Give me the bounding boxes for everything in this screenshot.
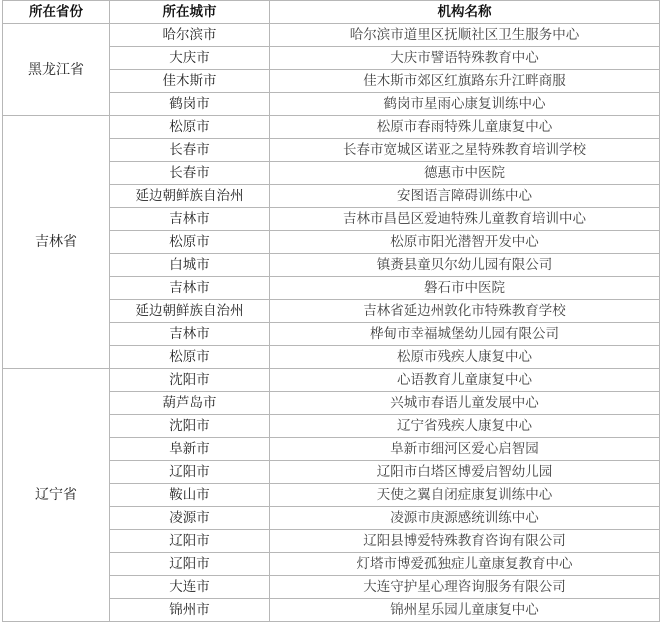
- city-cell: 辽阳市: [110, 461, 270, 484]
- org-name-cell: 镇赉县童贝尔幼儿园有限公司: [270, 254, 660, 277]
- city-cell: 阜新市: [110, 438, 270, 461]
- org-name-cell: 吉林省延边州敦化市特殊教育学校: [270, 300, 660, 323]
- table-body: [3, 24, 660, 622]
- city-cell: 大庆市: [110, 47, 270, 70]
- city-cell: 长春市: [110, 139, 270, 162]
- header-row: [3, 1, 660, 24]
- city-cell: 沈阳市: [110, 415, 270, 438]
- city-cell: 佳木斯市: [110, 70, 270, 93]
- city-cell: 辽阳市: [110, 530, 270, 553]
- header-org-name: 机构名称: [270, 1, 660, 24]
- org-name-cell: 鹤岗市星雨心康复训练中心: [270, 93, 660, 116]
- org-name-cell: 凌源市庚源感统训练中心: [270, 507, 660, 530]
- table-row: [3, 24, 660, 47]
- city-cell: 长春市: [110, 162, 270, 185]
- city-cell: 哈尔滨市: [110, 24, 270, 47]
- city-cell: 吉林市: [110, 277, 270, 300]
- city-cell: 凌源市: [110, 507, 270, 530]
- city-cell: 松原市: [110, 346, 270, 369]
- city-cell: 延边朝鲜族自治州: [110, 300, 270, 323]
- org-name-cell: 安图语言障碍训练中心: [270, 185, 660, 208]
- city-cell: 吉林市: [110, 323, 270, 346]
- province-cell: 吉林省: [3, 116, 110, 369]
- city-cell: 锦州市: [110, 599, 270, 622]
- org-name-cell: 阜新市细河区爱心启智园: [270, 438, 660, 461]
- org-name-cell: 磐石市中医院: [270, 277, 660, 300]
- city-cell: 鞍山市: [110, 484, 270, 507]
- org-name-cell: 兴城市春语儿童发展中心: [270, 392, 660, 415]
- org-name-cell: 大连守护星心理咨询服务有限公司: [270, 576, 660, 599]
- table-row: [3, 116, 660, 139]
- org-name-cell: 佳木斯市郊区红旗路东升江畔商服: [270, 70, 660, 93]
- province-cell: 黑龙江省: [3, 24, 110, 116]
- table-row: [3, 369, 660, 392]
- org-name-cell: 哈尔滨市道里区抚顺社区卫生服务中心: [270, 24, 660, 47]
- org-name-cell: 松原市春雨特殊儿童康复中心: [270, 116, 660, 139]
- city-cell: 延边朝鲜族自治州: [110, 185, 270, 208]
- org-name-cell: 心语教育儿童康复中心: [270, 369, 660, 392]
- org-name-cell: 吉林市昌邑区爱迪特殊儿童教育培训中心: [270, 208, 660, 231]
- org-name-cell: 辽阳市白塔区博爱启智幼儿园: [270, 461, 660, 484]
- org-name-cell: 桦甸市幸福城堡幼儿园有限公司: [270, 323, 660, 346]
- city-cell: 松原市: [110, 231, 270, 254]
- org-name-cell: 辽阳县博爱特殊教育咨询有限公司: [270, 530, 660, 553]
- org-name-cell: 松原市残疾人康复中心: [270, 346, 660, 369]
- org-name-cell: 松原市阳光潜智开发中心: [270, 231, 660, 254]
- org-name-cell: 锦州星乐园儿童康复中心: [270, 599, 660, 622]
- city-cell: 白城市: [110, 254, 270, 277]
- city-cell: 吉林市: [110, 208, 270, 231]
- org-name-cell: 天使之翼自闭症康复训练中心: [270, 484, 660, 507]
- city-cell: 沈阳市: [110, 369, 270, 392]
- province-cell: 辽宁省: [3, 369, 110, 622]
- city-cell: 葫芦岛市: [110, 392, 270, 415]
- header-province: 所在省份: [3, 1, 110, 24]
- org-name-cell: 灯塔市博爱孤独症儿童康复教育中心: [270, 553, 660, 576]
- city-cell: 辽阳市: [110, 553, 270, 576]
- city-cell: 鹤岗市: [110, 93, 270, 116]
- org-name-cell: 大庆市譬语特殊教育中心: [270, 47, 660, 70]
- header-city: 所在城市: [110, 1, 270, 24]
- table-header: [3, 1, 660, 24]
- city-cell: 松原市: [110, 116, 270, 139]
- city-cell: 大连市: [110, 576, 270, 599]
- org-name-cell: 德惠市中医院: [270, 162, 660, 185]
- org-name-cell: 长春市宽城区诺亚之星特殊教育培训学校: [270, 139, 660, 162]
- institution-table: [2, 0, 660, 622]
- org-name-cell: 辽宁省残疾人康复中心: [270, 415, 660, 438]
